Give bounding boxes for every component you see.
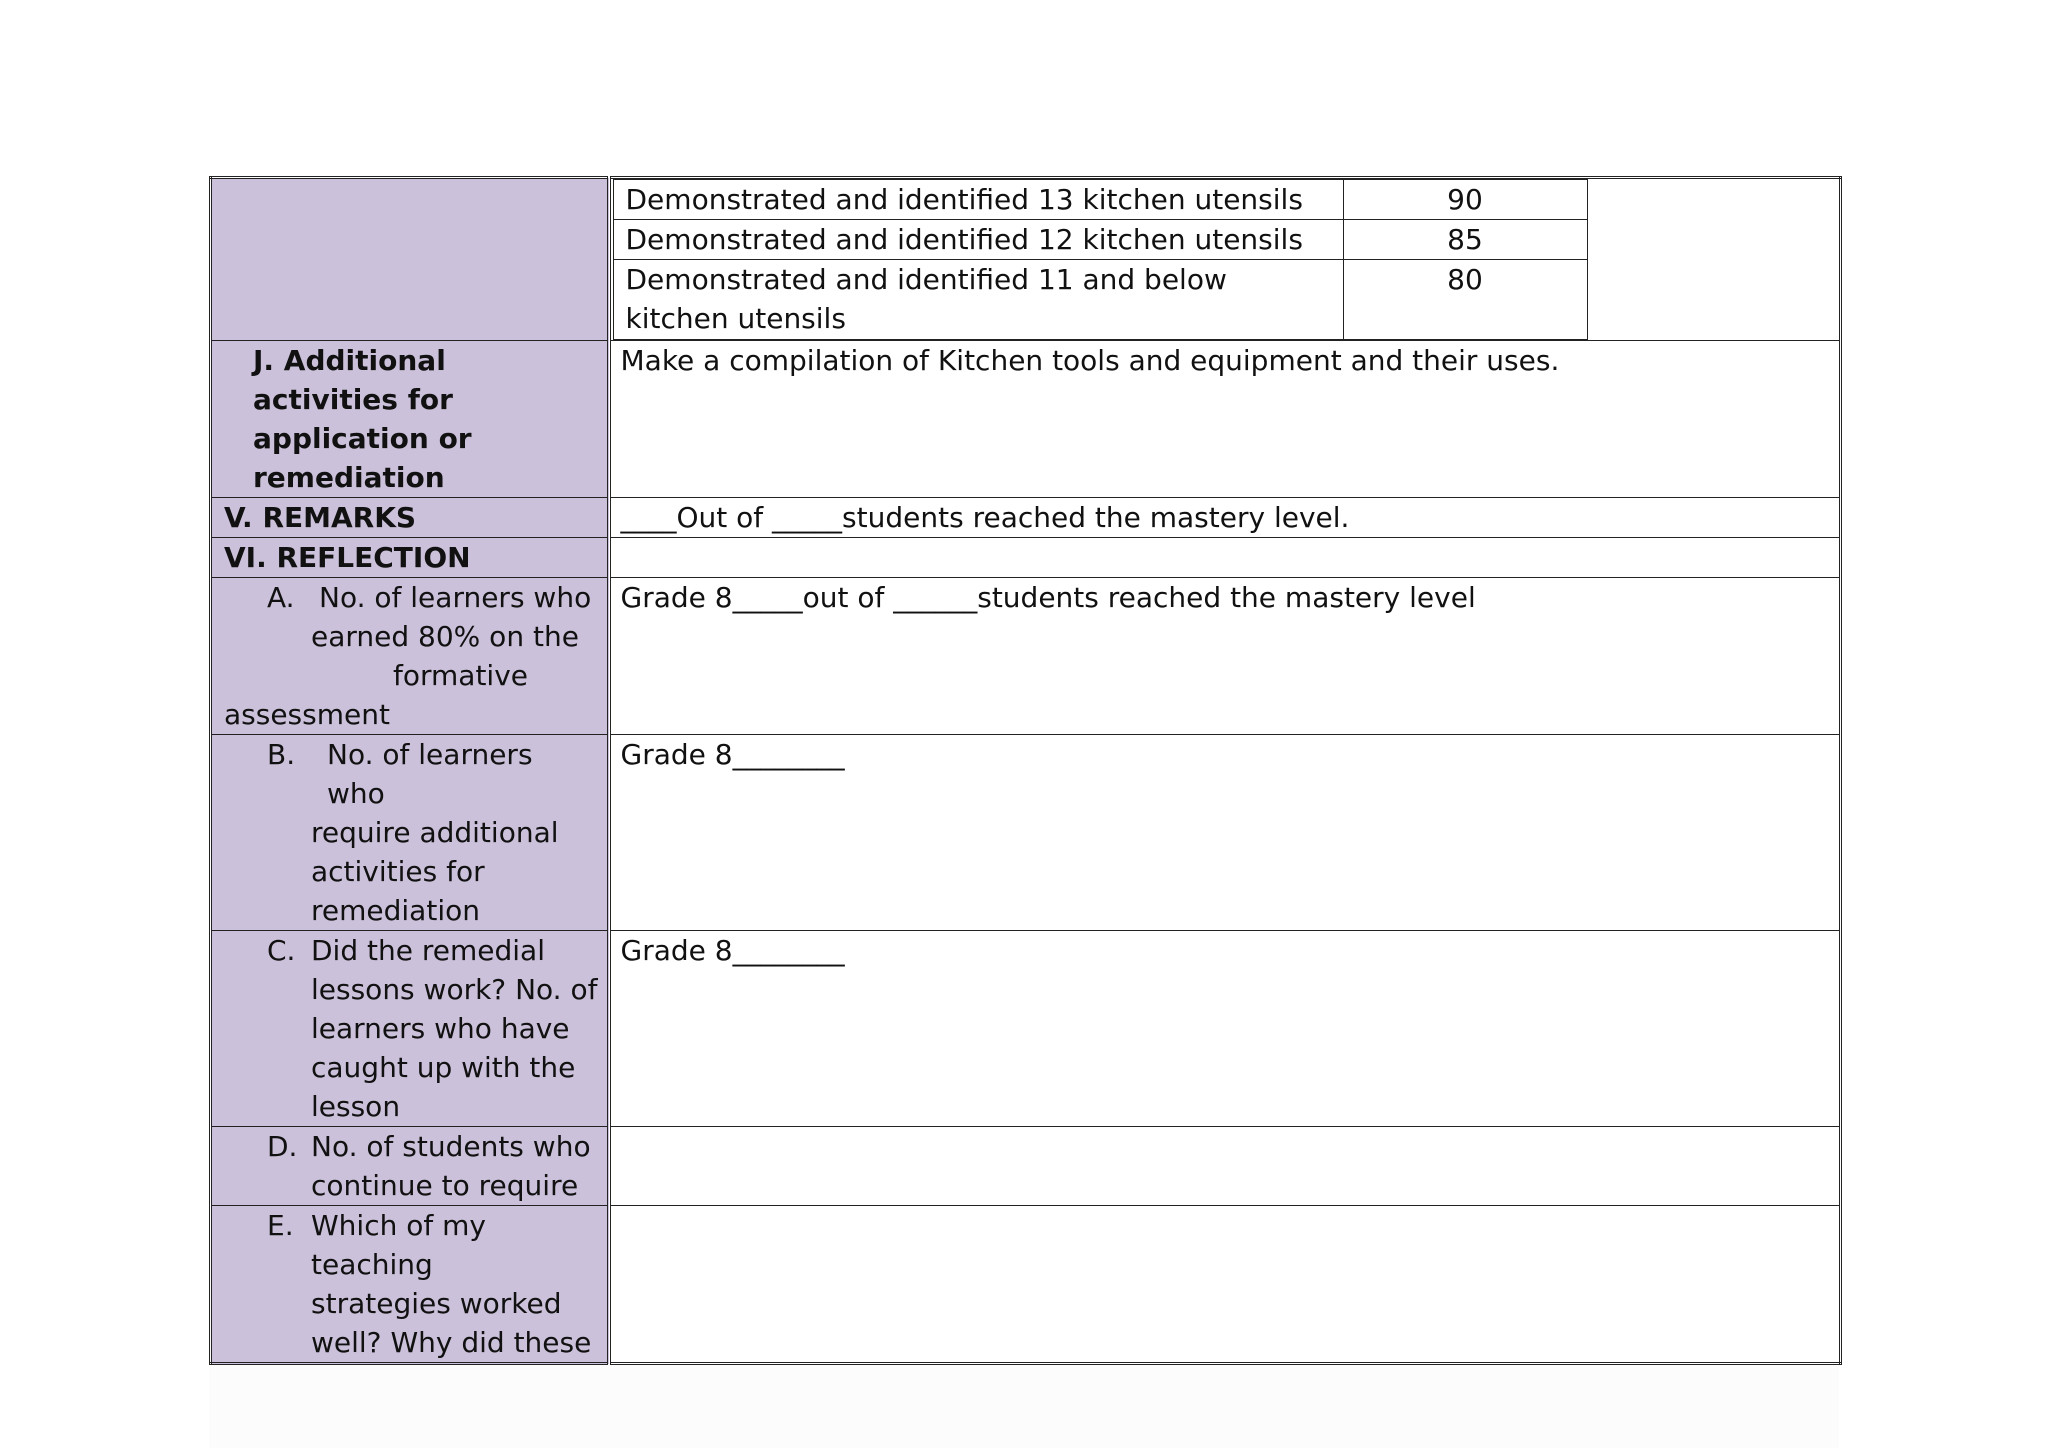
reflection-label-cell: [211, 538, 609, 578]
section-j-row: [211, 341, 1841, 498]
rubric-score: 80: [1343, 260, 1587, 340]
rubric-table-row: [613, 260, 1587, 340]
reflection-item-content: [609, 1127, 1841, 1206]
reflection-content: [609, 538, 1841, 578]
item-line: assessment: [224, 698, 390, 731]
reflection-item-label-cell: [211, 735, 609, 931]
item-line: well? Why did these: [311, 1326, 592, 1359]
reflection-row: [211, 538, 1841, 578]
reflection-item-row: [211, 578, 1841, 735]
reflection-item-row: [211, 1206, 1841, 1364]
item-line: lessons work? No. of: [311, 973, 598, 1006]
reflection-item-label-cell: [211, 1127, 609, 1206]
remarks-row: [211, 498, 1841, 538]
item-letter: E.: [267, 1209, 294, 1242]
reflection-item-row: [211, 1127, 1841, 1206]
reflection-item-e: [212, 1206, 607, 1362]
reflection-label: VI. REFLECTION: [224, 541, 471, 574]
section-j-content: Make a compilation of Kitchen tools and equipment and their uses.: [609, 341, 1841, 498]
remarks-label-cell: [211, 498, 609, 538]
remarks-content: ____Out of _____students reached the mastery level.: [609, 498, 1841, 538]
item-letter: B.: [267, 738, 296, 771]
reflection-item-content: Grade 8_____out of ______students reached the mastery level: [609, 578, 1841, 735]
rubric-row: [211, 178, 1841, 341]
item-line: strategies worked: [311, 1287, 562, 1320]
rubric-score: 85: [1343, 220, 1587, 260]
reflection-item-row: [211, 931, 1841, 1127]
rubric-score: 90: [1343, 180, 1587, 220]
item-line: learners who have: [311, 1012, 570, 1045]
item-letter: A.: [267, 581, 295, 614]
item-line: activities for: [311, 855, 485, 888]
rubric-table: [613, 179, 1588, 340]
rubric-table-row: [613, 220, 1587, 260]
section-j-label-cell: [211, 341, 609, 498]
item-line: Which of my teaching: [311, 1209, 486, 1281]
reflection-item-d: [212, 1127, 607, 1205]
rubric-description: Demonstrated and identified 11 and below kitchen utensils: [613, 260, 1343, 340]
lesson-plan-table: [209, 176, 1842, 1365]
reflection-item-content: [609, 1206, 1841, 1364]
item-line: lesson: [311, 1090, 401, 1123]
reflection-item-b: [212, 735, 607, 930]
rubric-description: Demonstrated and identified 12 kitchen utensils: [613, 220, 1343, 260]
section-j-label: J. Additional activities for application or remediation: [253, 344, 472, 494]
rubric-cell: [609, 178, 1841, 341]
reflection-item-content: Grade 8________: [609, 735, 1841, 931]
item-line: No. of students who: [311, 1130, 591, 1163]
reflection-item-label-cell: [211, 1206, 609, 1364]
rubric-label-cell: [211, 178, 609, 341]
item-line: remediation: [311, 894, 480, 927]
reflection-item-c: [212, 931, 607, 1126]
item-line: No. of learners who: [319, 581, 592, 614]
item-line: Did the remedial: [311, 934, 545, 967]
reflection-item-label-cell: [211, 578, 609, 735]
item-line: earned 80% on the: [311, 620, 579, 653]
rubric-table-row: [613, 180, 1587, 220]
reflection-item-a: [212, 578, 607, 734]
item-line: formative: [393, 659, 528, 692]
item-line: continue to require: [311, 1169, 579, 1202]
item-letter: D.: [267, 1130, 298, 1163]
item-line: require additional: [311, 816, 559, 849]
reflection-item-content: Grade 8________: [609, 931, 1841, 1127]
reflection-item-label-cell: [211, 931, 609, 1127]
item-line: caught up with the: [311, 1051, 576, 1084]
item-line: No. of learners who: [327, 738, 533, 810]
rubric-description: Demonstrated and identified 13 kitchen utensils: [613, 180, 1343, 220]
reflection-item-row: [211, 735, 1841, 931]
item-letter: C.: [267, 934, 296, 967]
remarks-label: V. REMARKS: [224, 501, 417, 534]
